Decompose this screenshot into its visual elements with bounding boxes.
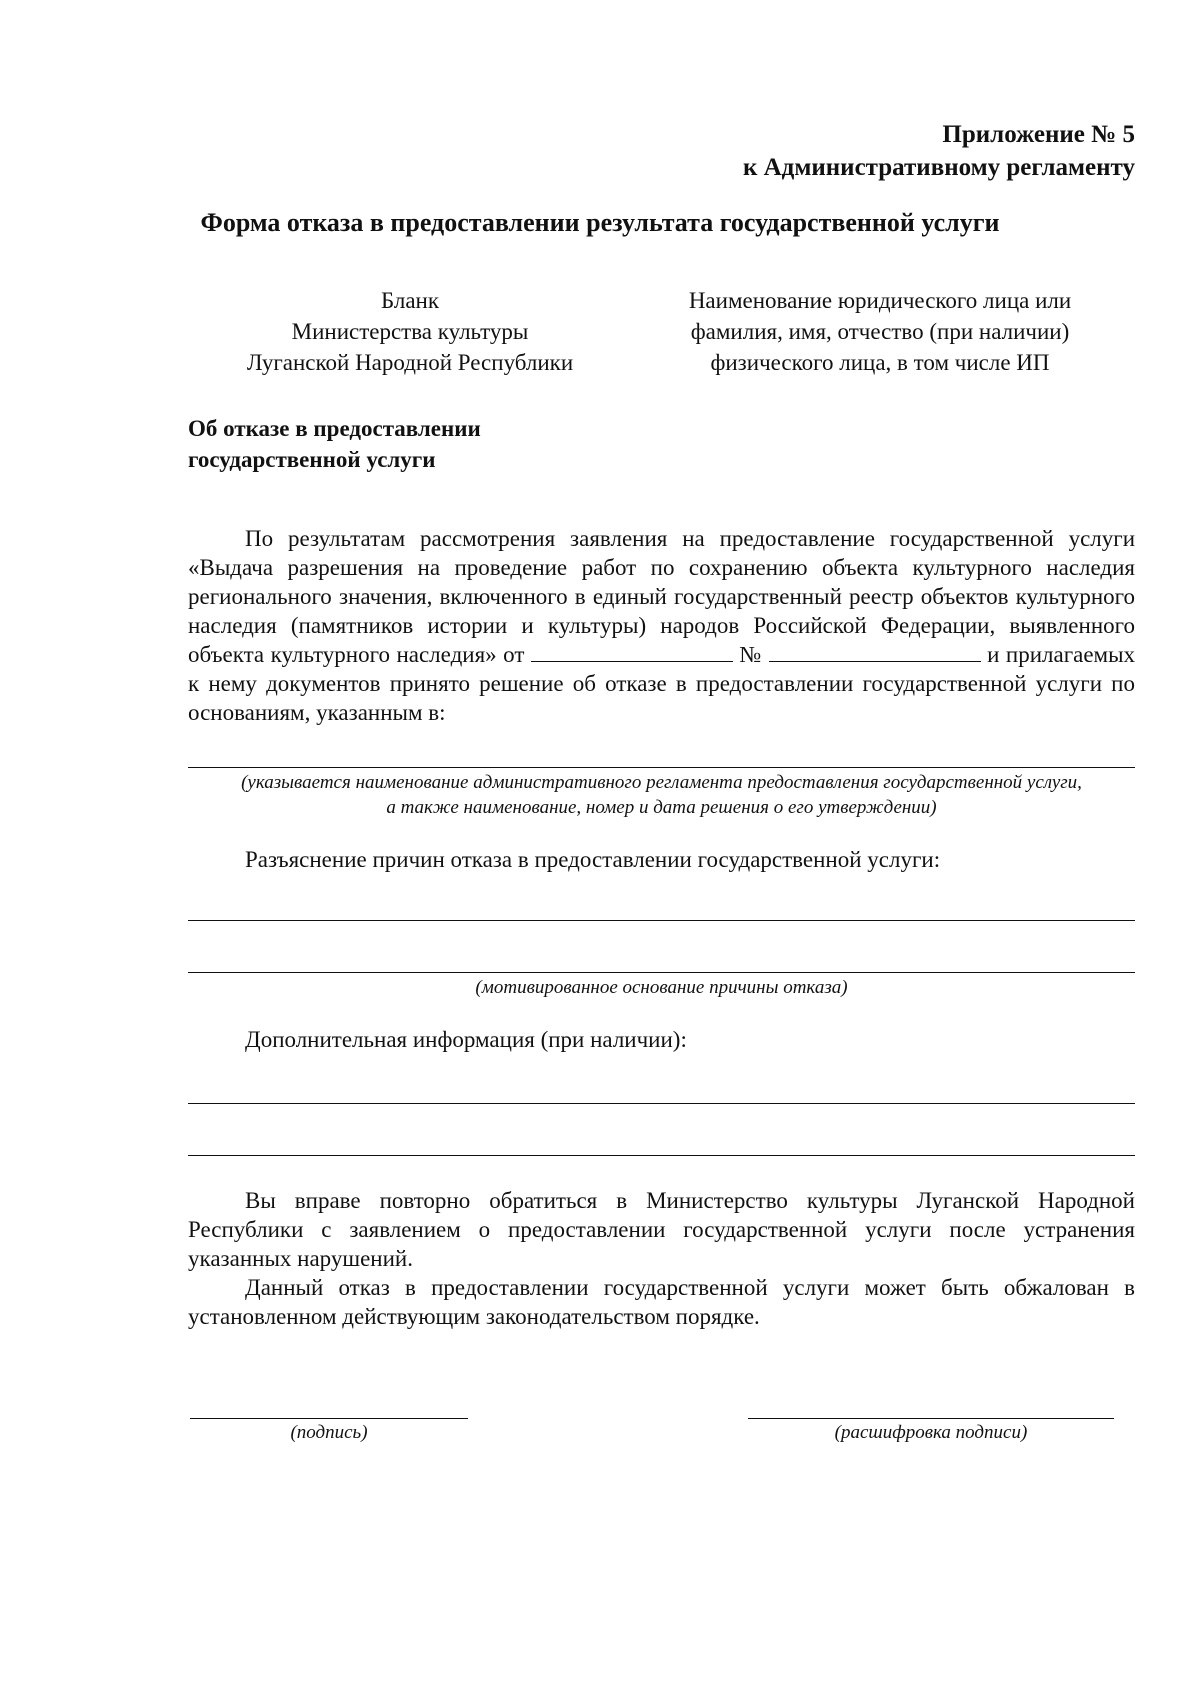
- number-sign: №: [739, 642, 763, 667]
- number-field[interactable]: [769, 643, 981, 662]
- signature-decoding-caption: (расшифровка подписи): [834, 1422, 1028, 1443]
- appendix-header: [743, 118, 1135, 184]
- appeal-paragraph: Данный отказ в предоставлении государственной услуги может быть обжалован в установленном действующим законодательством порядке.: [188, 1275, 1135, 1329]
- main-paragraph-part2: и прилагаемых к нему документов принято решение об отказе в предоставлении государственной услуги по основаниям, указанным в:: [188, 642, 1136, 725]
- document-title: Форма отказа в предоставлении результата государственной услуги: [200, 208, 1000, 237]
- letterhead-line: Бланк: [380, 288, 440, 313]
- explanation-heading: Разъяснение причин отказа в предоставлении государственной услуги:: [245, 847, 941, 872]
- addressee-line: фамилия, имя, отчество (при наличии): [690, 319, 1070, 344]
- ministry-letterhead: [210, 285, 610, 378]
- explanation-caption: (мотивированное основание причины отказа): [475, 977, 848, 998]
- explanation-field-2[interactable]: [188, 972, 1135, 973]
- explanation-field-1[interactable]: [188, 920, 1135, 921]
- additional-info-heading: Дополнительная информация (при наличии):: [245, 1027, 687, 1052]
- subject-line: государственной услуги: [188, 447, 436, 472]
- additional-info-field-1[interactable]: [188, 1103, 1135, 1104]
- regulation-field[interactable]: [188, 767, 1135, 768]
- main-paragraph: [188, 524, 1135, 727]
- signature-decoding-field[interactable]: [748, 1418, 1114, 1419]
- addressee-line: физического лица, в том числе ИП: [710, 350, 1050, 375]
- additional-info-field-2[interactable]: [188, 1155, 1135, 1156]
- addressee-line: Наименование юридического лица или: [688, 288, 1072, 313]
- main-paragraph-part1: По результатам рассмотрения заявления на предоставление государственной услуги «Выдача разрешения на проведение работ по сохранению объекта культурного наследия регионального значения, включенного в единый государственный реестр объектов культурного наследия (памятников истории и культуры) народов Российской Федерации, выявленного объекта культурного наследия» от: [188, 526, 1135, 667]
- signature-field[interactable]: [190, 1418, 468, 1419]
- regulation-caption-line: а также наименование, номер и дата решения о его утверждении): [386, 797, 937, 818]
- signature-caption: (подпись): [290, 1422, 368, 1443]
- reapply-paragraph: Вы вправе повторно обратиться в Министерство культуры Луганской Народной Республики с заявлением о предоставлении государственной услуги после устранения указанных нарушений.: [188, 1188, 1135, 1271]
- subject-heading: [188, 413, 588, 475]
- addressee-block: [670, 285, 1090, 378]
- letterhead-line: Министерства культуры: [291, 319, 529, 344]
- appendix-number: Приложение № 5: [942, 121, 1135, 148]
- regulation-caption-line: (указывается наименование административного регламента предоставления государственной услуги,: [241, 772, 1082, 793]
- subject-line: Об отказе в предоставлении: [188, 416, 481, 441]
- appendix-reference: к Административному регламенту: [742, 154, 1135, 181]
- date-field[interactable]: [531, 643, 733, 662]
- regulation-caption: [188, 770, 1135, 820]
- letterhead-line: Луганской Народной Республики: [246, 350, 574, 375]
